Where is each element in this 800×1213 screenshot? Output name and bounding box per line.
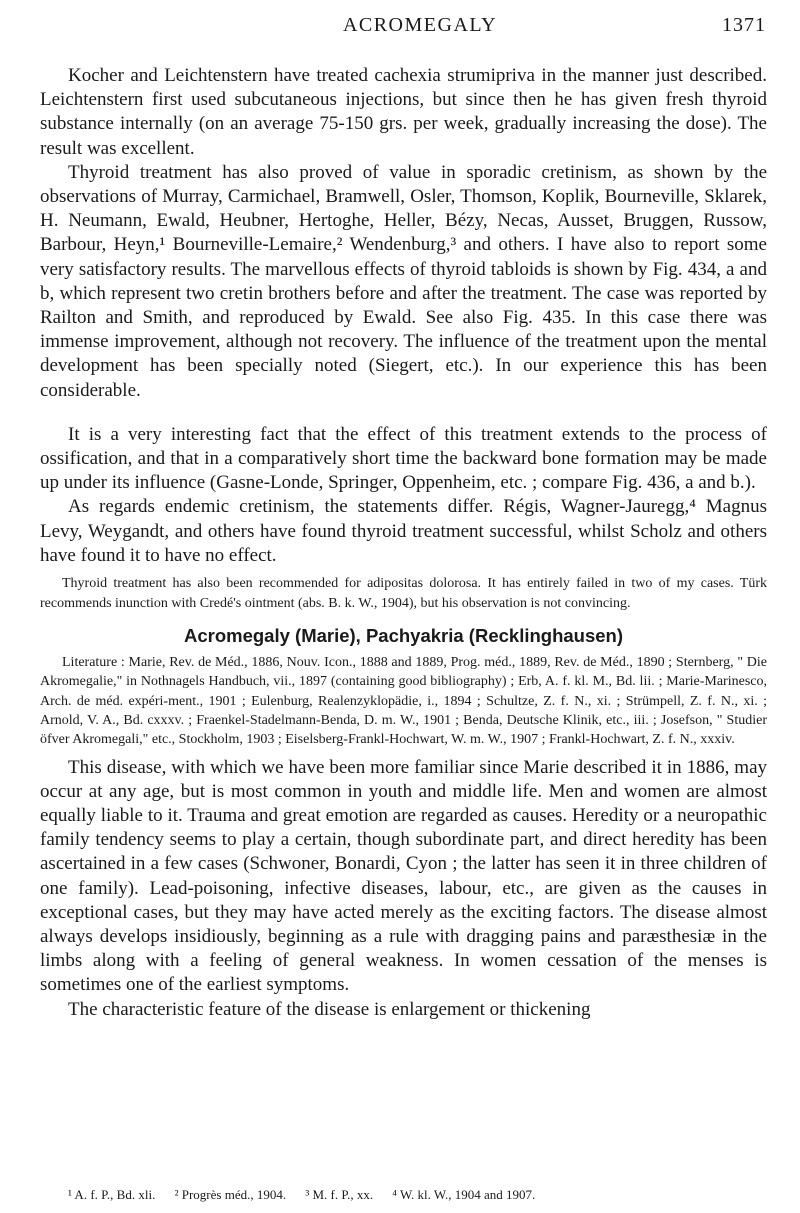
section-heading: Acromegaly (Marie), Pachyakria (Recklinghausen): [183, 625, 624, 647]
paragraph-kocher: Kocher and Leichtenstern have treated cachexia strumipriva in the manner just described. Leichtenstern first used subcutaneous injections, but since then he has given fresh thyroid substance internally (on an average 75-150 grs. per week, gradually increasing the dose). The result was excellent.: [40, 65, 767, 159]
paragraph-characteristic-feature: The characteristic feature of the disease is enlargement or thickening: [68, 998, 591, 1020]
footnote-2: ² Progrès méd., 1904.: [174, 1187, 287, 1202]
page-number: 1371: [722, 14, 766, 36]
paragraph-disease-description: This disease, with which we have been more familiar since Marie described it in 1886, may occur at any age, but is most common in youth and middle life. Men and women are almost equally liable to it. Trauma and great emotion are regarded as causes. Heredity or a neuropathic family tendency seems to play a certain, though subordinate part, and direct heredity has been ascertained in a few cases (Schwoner, Bonardi, Cyon ; the latter has seen it in three children of one family). Lead-poisoning, infective diseases, labour, etc., are given as the causes in exceptional cases, but they may have acted merely as the exciting factors. The disease almost always develops insidiously, beginning as a rule with dragging pains and paræsthesiæ in the limbs along with a feeling of general weakness. In women cessation of the menses is sometimes one of the earliest symptoms.: [40, 756, 767, 996]
page-header: [74, 10, 766, 40]
footnote-1: ¹ A. f. P., Bd. xli.: [68, 1187, 156, 1202]
paragraph-endemic-cretinism: As regards endemic cretinism, the statements differ. Régis, Wagner-Jauregg,⁴ Magnus Levy, Weygandt, and others have found thyroid treatment successful, whilst Scholz and others have found it to have no effect.: [40, 496, 767, 566]
paragraph-ossification: It is a very interesting fact that the effect of this treatment extends to the process of ossification, and that in a comparatively short time the backward bone formation may be made up under its influence (Gasne-Londe, Springer, Oppenheim, etc. ; compare Fig. 436, a and b.).: [40, 423, 767, 494]
literature-list: Literature : Marie, Rev. de Méd., 1886, Nouv. Icon., 1888 and 1889, Prog. méd., 1889, Rev. de Méd., 1890 ; Sternberg, " Die Akromegalie," in Nothnagels Handbuch, vii., 1897 (containing good bibliography) ; Erb, A. f. kl. M., Bd. lii. ; Marie-Marinesco, Arch. de méd. expéri-ment., 1901 ; Eulenburg, Realenzyklopädie, i., 1894 ; Schultze, Z. f. N., xi. ; Strümpell, Z. f. N., xi. ; Arnold, V. A., Bd. cxxxv. ; Fraenkel-Stadelmann-Benda, D. m. W., 1901 ; Benda, Deutsche Klinik, etc., iii. ; Josefson, " Studier öfver Akromegali," etc., Stockholm, 1903 ; Eiselsberg-Frankl-Hochwart, W. m. W., 1907 ; Frankl-Hochwart, Z. f. N., xxxiv.: [40, 655, 767, 748]
running-title: ACROMEGALY: [342, 14, 498, 36]
footnotes: [68, 1187, 767, 1203]
paragraph-gap: [40, 403, 767, 423]
footnote-3: ³ M. f. P., xx.: [305, 1187, 374, 1202]
footnote-4: ⁴ W. kl. W., 1904 and 1907.: [392, 1187, 536, 1202]
paragraph-sporadic-cretinism: Thyroid treatment has also proved of value in sporadic cretinism, as shown by the observations of Murray, Carmichael, Bramwell, Osler, Thomson, Koplik, Bourneville, Sklarek, H. Neumann, Ewald, Heubner, Hertoghe, Heller, Bézy, Necas, Ausset, Bruggen, Russow, Barbour, Heyn,¹ Bourneville-Lemaire,² Wendenburg,³ and others. I have also to report some very satisfactory results. The marvellous effects of thyroid tabloids is shown by Fig. 434, a and b, which represent two cretin brothers before and after the treatment. The case was reported by Railton and Smith, and reproduced by Ewald. See also Fig. 435. In this case there was immense improvement, although not recovery. The influence of the treatment upon the mental development has been specially noted (Siegert, etc.). In our experience this has been considerable.: [40, 161, 767, 401]
page-body: [40, 64, 767, 1022]
note-adipositas: Thyroid treatment has also been recommended for adipositas dolorosa. It has entirely failed in two of my cases. Türk recommends inunction with Credé's ointment (abs. B. k. W., 1904), but his observation is not convincing.: [40, 576, 767, 611]
